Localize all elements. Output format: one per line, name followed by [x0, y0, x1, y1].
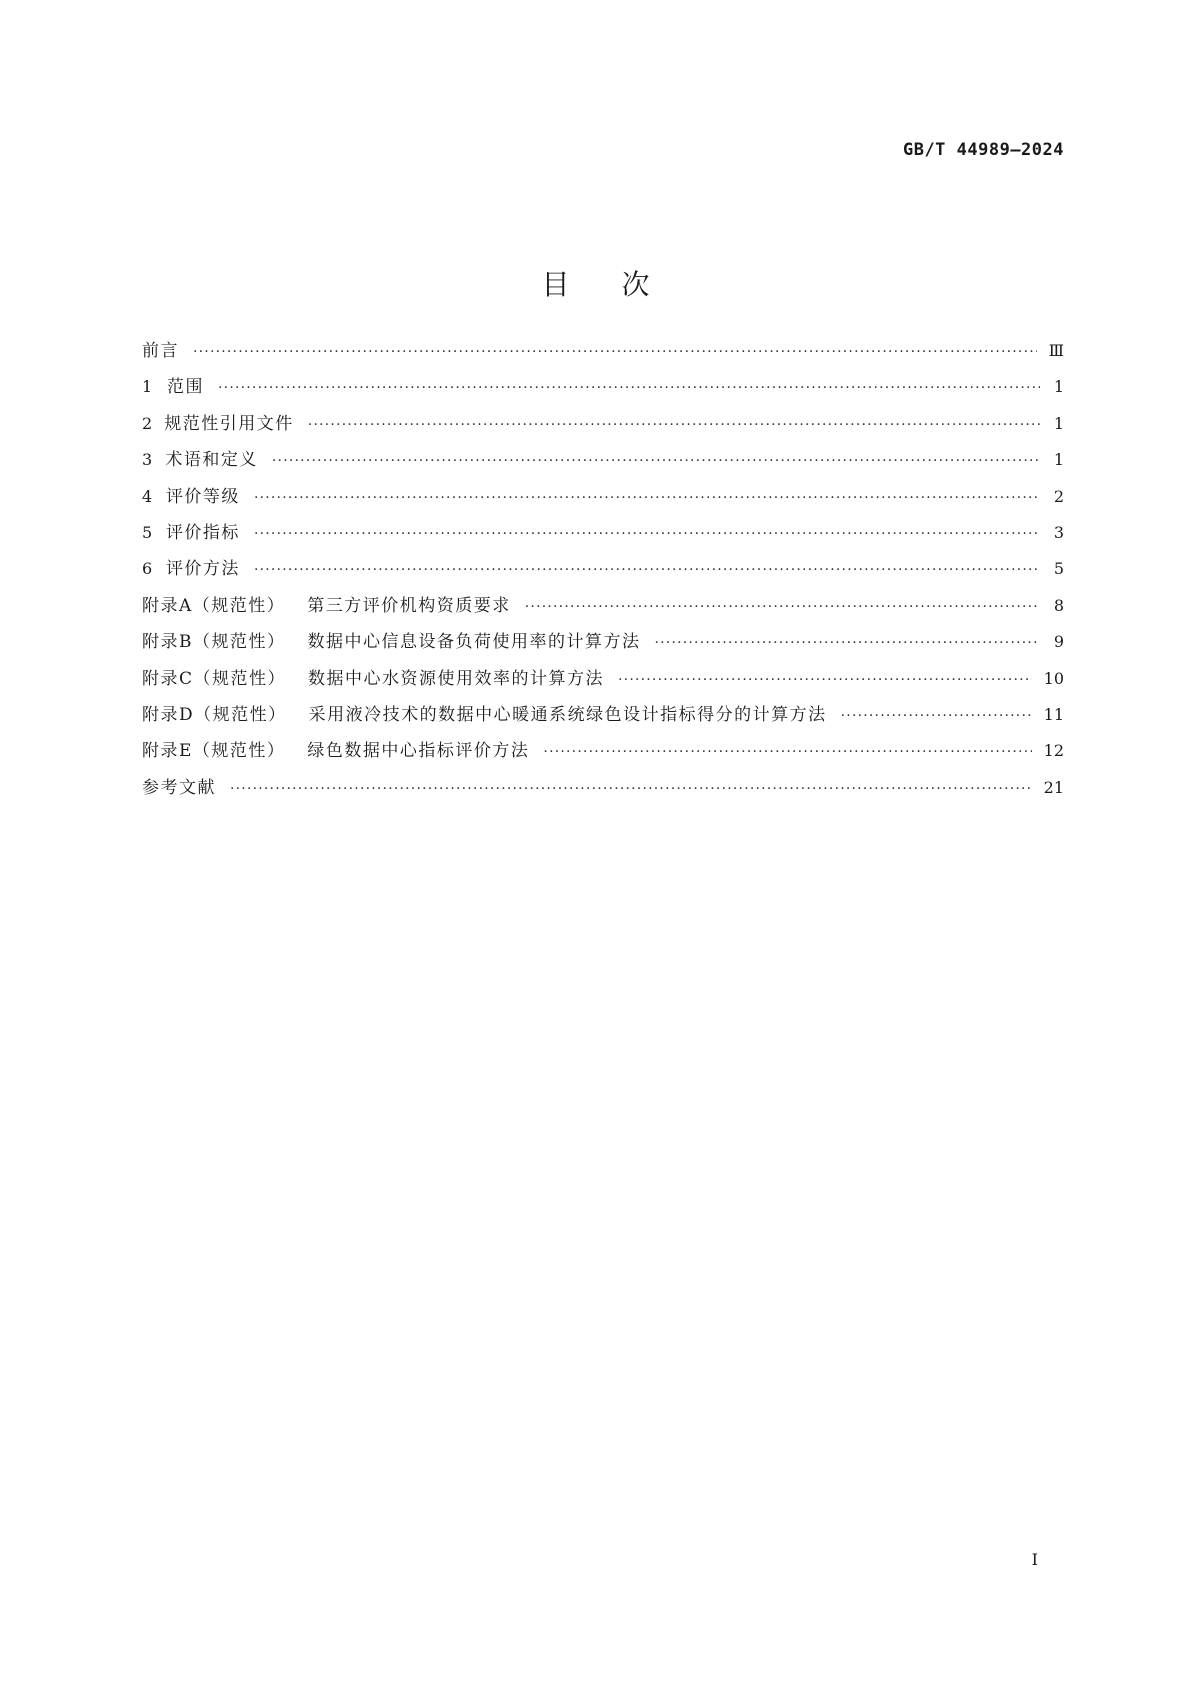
toc-entry-page: 8	[1053, 595, 1064, 615]
dot-leader	[218, 380, 1040, 396]
dot-leader	[254, 562, 1040, 578]
toc-entry-label: 术语和定义	[165, 450, 258, 471]
dot-leader	[254, 526, 1040, 542]
dot-leader	[841, 708, 1032, 724]
section-number: 5	[142, 522, 154, 542]
section-number: 4	[142, 486, 154, 506]
page-title: 目次	[541, 267, 702, 301]
dot-leader	[193, 344, 1037, 360]
dot-leader	[254, 490, 1040, 506]
page-folio: I	[1031, 1550, 1038, 1569]
toc-entry-bibliography[interactable]	[142, 773, 1064, 809]
toc-entry-label: 评价方法	[165, 559, 240, 580]
toc-entry-foreword[interactable]	[142, 336, 1064, 372]
annex-tag: 附录B（规范性）	[142, 632, 286, 653]
toc-entry-page: 1	[1053, 450, 1064, 470]
dot-leader	[272, 453, 1040, 469]
dot-leader	[308, 417, 1040, 433]
section-number: 3	[142, 450, 154, 470]
standard-number: GB/T 44989—2024	[902, 140, 1064, 160]
toc-entry-page: 9	[1053, 632, 1064, 652]
section-number: 1	[142, 377, 154, 397]
dot-leader	[525, 599, 1040, 615]
toc-entry-4[interactable]	[142, 482, 1064, 518]
toc-entry-page: 1	[1053, 377, 1064, 397]
toc-entry-page: 12	[1043, 741, 1064, 761]
toc-entry-label: 前言	[142, 341, 179, 361]
toc-entry-3[interactable]	[142, 445, 1064, 481]
toc-entry-annex-b[interactable]	[142, 627, 1064, 663]
toc-entry-5[interactable]	[142, 518, 1064, 554]
toc-entry-page: 10	[1043, 668, 1064, 688]
annex-tag: 附录D（规范性）	[142, 704, 287, 725]
toc-entry-6[interactable]	[142, 554, 1064, 590]
toc-entry-label: 参考文献	[142, 777, 216, 798]
dot-leader	[543, 744, 1031, 760]
toc-entry-annex-c[interactable]	[142, 664, 1064, 700]
section-number: 6	[142, 559, 154, 579]
toc-entry-label: 绿色数据中心指标评价方法	[307, 741, 530, 762]
toc-entry-label: 采用液冷技术的数据中心暖通系统绿色设计指标得分的计算方法	[308, 704, 827, 725]
toc-entry-page: 3	[1053, 522, 1064, 542]
annex-tag: 附录E（规范性）	[142, 741, 286, 762]
toc-entry-label: 评价等级	[165, 486, 240, 507]
toc-entry-label: 数据中心信息设备负荷使用率的计算方法	[307, 632, 641, 653]
toc-entry-1[interactable]	[142, 372, 1064, 408]
annex-tag: 附录A（规范性）	[142, 595, 286, 616]
section-number: 2	[142, 413, 154, 433]
toc-entry-2[interactable]	[142, 409, 1064, 445]
toc-entry-annex-a[interactable]	[142, 591, 1064, 627]
dot-leader	[618, 672, 1032, 688]
toc-entry-page: 21	[1043, 777, 1064, 797]
toc-entry-annex-d[interactable]	[142, 700, 1064, 736]
toc-entry-page: 2	[1053, 486, 1064, 506]
toc-entry-label: 第三方评价机构资质要求	[307, 595, 511, 616]
toc-entry-label: 范围	[167, 377, 205, 398]
annex-tag: 附录C（规范性）	[142, 668, 287, 689]
toc-entry-page: 1	[1053, 413, 1064, 433]
toc-entry-label: 评价指标	[165, 522, 240, 543]
toc-entry-label: 数据中心水资源使用效率的计算方法	[308, 668, 605, 689]
dot-leader	[230, 781, 1032, 797]
dot-leader	[655, 635, 1041, 651]
toc-entry-page: Ⅲ	[1048, 341, 1064, 360]
toc-entry-page: 5	[1053, 559, 1064, 579]
table-of-contents	[142, 336, 1064, 809]
toc-entry-label: 规范性引用文件	[164, 413, 294, 434]
toc-entry-page: 11	[1043, 704, 1064, 724]
toc-entry-annex-e[interactable]	[142, 736, 1064, 772]
